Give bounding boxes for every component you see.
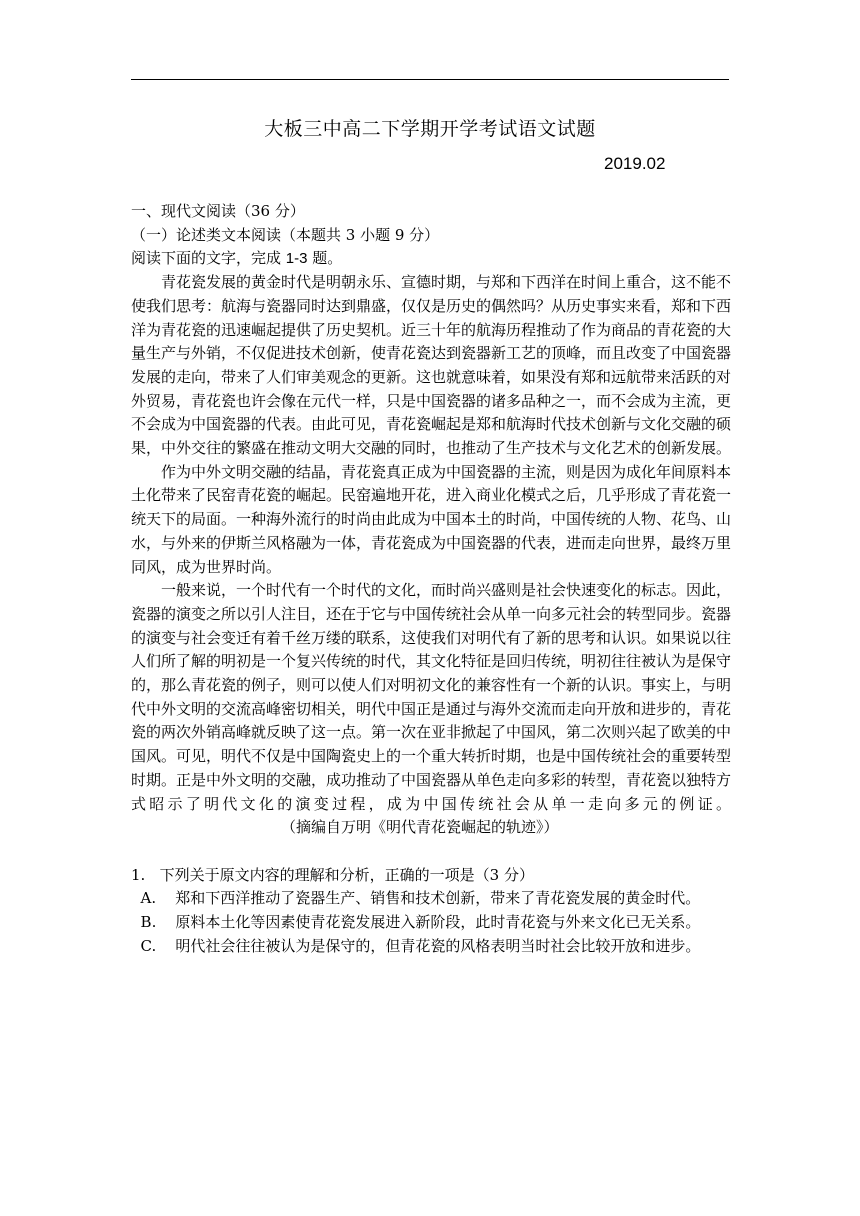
passage-paragraph-3 bbox=[131, 579, 731, 840]
passage-source: （摘编自万明《明代青花瓷崛起的轨迹》） bbox=[281, 818, 559, 837]
document-body bbox=[131, 200, 731, 958]
option-b-text: 原料本土化等因素使青花瓷发展进入新阶段，此时青花瓷与外来文化已无关系。 bbox=[175, 913, 701, 932]
passage-paragraph-3-text: 一般来说，一个时代有一个时代的文化，而时尚兴盛则是社会快速变化的标志。因此，瓷器的演变之所以引人注目，还在于它与中国传统社会从单一向多元社会的转型同步。瓷器的演变与社会变迁有着千丝万缕的联系，这使我们对明代有了新的思考和认识。如果说以往人们所了解的明初是一个复兴传统的时代，其文化特征是回归传统，明初往往被认为是保守的，那么青花瓷的例子，则可以使人们对明初文化的兼容性有一个新的认识。事实上，与明代中外文明的交流高峰密切相关，明代中国正是通过与海外交流而走向开放和进步的，青花瓷的两次外销高峰就反映了这一点。第一次在亚非掀起了中国风，第二次则兴起了欧美的中国风。可见，明代不仅是中国陶瓷史上的一个重大转折时期，也是中国传统社会的重要转型时期。正是中外文明的交融，成功推动了中国瓷器从单色走向多彩的转型，青花瓷以独特方式昭示了明代文化的演变过程，成为中国传统社会从单一走向多元的例证。 bbox=[131, 581, 732, 813]
section-heading: 一、现代文阅读（36 分） bbox=[131, 202, 305, 220]
passage-paragraph-1: 青花瓷发展的黄金时代是明朝永乐、宣德时期，与郑和下西洋在时间上重合，这不能不使我们思考：航海与瓷器同时达到鼎盛，仅仅是历史的偶然吗？从历史事实来看，郑和下西洋为青花瓷的迅速崛起提供了历史契机。近三十年的航海历程推动了作为商品的青花瓷的大量生产与外销，不仅促进技术创新，使青花瓷达到瓷器新工艺的顶峰，而且改变了中国瓷器发展的走向，带来了人们审美观念的更新。这也就意味着，如果没有郑和远航带来活跃的对外贸易，青花瓷也许会像在元代一样，只是中国瓷器的诸多品种之一，而不会成为主流，更不会成为中国瓷器的代表。由此可见，青花瓷崛起是郑和航海时代技术创新与文化交融的硕果，中外交往的繁盛在推动文明大交融的同时，也推动了生产技术与文化艺术的创新发展。 bbox=[131, 273, 732, 458]
instruction-prefix: 阅读下面的文字，完成 bbox=[131, 249, 286, 268]
page-title: 大板三中高二下学期开学考试语文试题 bbox=[264, 118, 596, 140]
instruction-range: 1-3 bbox=[285, 250, 308, 268]
subsection-heading: （一）论述类文本阅读（本题共 3 小题 9 分） bbox=[131, 225, 440, 244]
question-1-option-b bbox=[131, 911, 731, 935]
option-c-label: C. bbox=[140, 936, 157, 955]
instruction-suffix: 题。 bbox=[307, 249, 343, 268]
option-a-label: A. bbox=[140, 889, 157, 908]
option-b-label: B. bbox=[140, 913, 157, 932]
option-a-text: 郑和下西洋推动了瓷器生产、销售和技术创新，带来了青花瓷发展的黄金时代。 bbox=[175, 889, 701, 908]
option-c-text: 明代社会往往被认为是保守的，但青花瓷的风格表明当时社会比较开放和进步。 bbox=[175, 936, 701, 955]
question-1-stem bbox=[131, 864, 731, 888]
question-1-option-c bbox=[131, 935, 731, 959]
exam-date: 2019.02 bbox=[604, 154, 666, 173]
question-1-option-a bbox=[131, 887, 731, 911]
reading-instruction bbox=[131, 247, 731, 271]
question-1-number: 1. bbox=[131, 865, 146, 884]
header-rule bbox=[131, 79, 729, 80]
question-1-text: 下列关于原文内容的理解和分析，正确的一项是（3 分） bbox=[159, 865, 534, 884]
passage-paragraph-2: 作为中外文明交融的结晶，青花瓷真正成为中国瓷器的主流，则是因为成化年间原料本土化带来了民窑青花瓷的崛起。民窑遍地开花，进入商业化模式之后，几乎形成了青花瓷一统天下的局面。一种海外流行的时尚由此成为中国本土的时尚，中国传统的人物、花鸟、山水，与外来的伊斯兰风格融为一体，青花瓷成为中国瓷器的代表，进而走向世界，最终万里同风，成为世界时尚。 bbox=[131, 462, 732, 576]
blank-line bbox=[131, 840, 731, 864]
